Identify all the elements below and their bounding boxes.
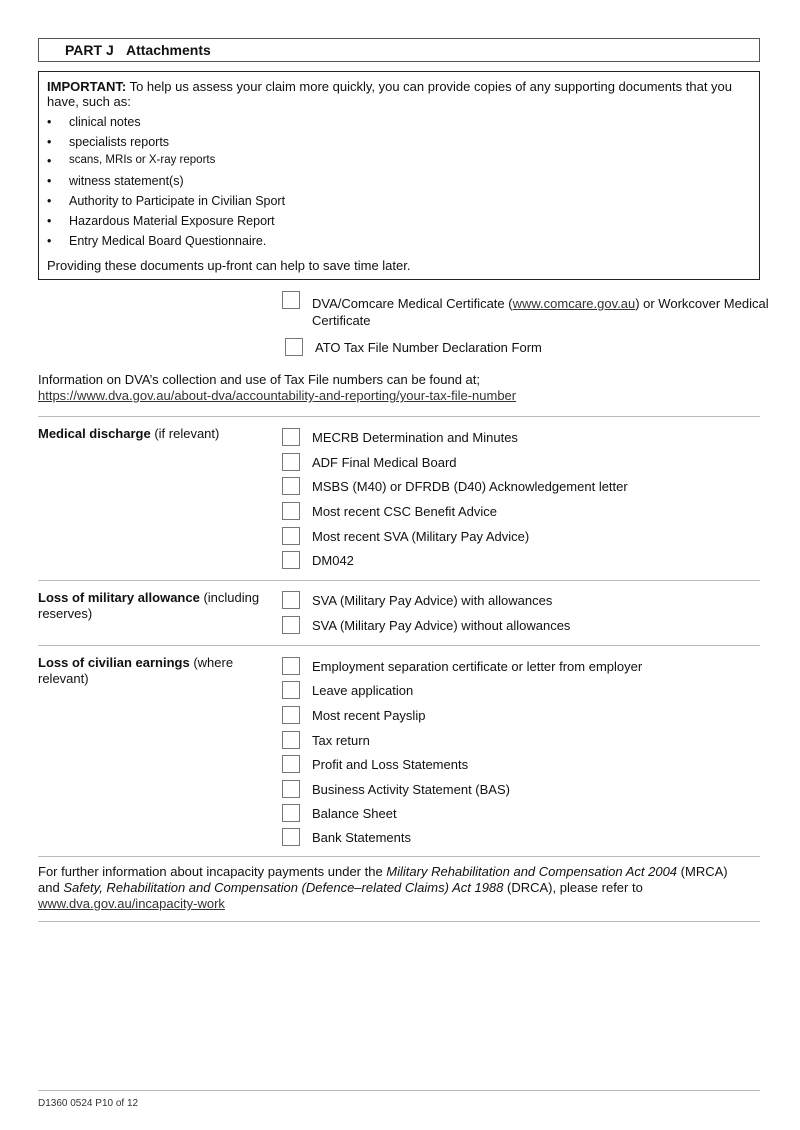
checkbox-label: Bank Statements xyxy=(312,830,411,845)
checkbox-label: ADF Final Medical Board xyxy=(312,455,457,470)
ato-tfn-label: ATO Tax File Number Declaration Form xyxy=(315,340,542,355)
dva-comcare-certificate-checkbox[interactable] xyxy=(282,291,300,309)
profit-loss-checkbox[interactable] xyxy=(282,755,300,773)
checkbox-label: Leave application xyxy=(312,683,414,698)
bank-statements-checkbox[interactable] xyxy=(282,828,300,846)
part-number: PART J xyxy=(65,42,114,58)
important-intro xyxy=(47,79,747,109)
sva-with-allowances-checkbox[interactable] xyxy=(282,591,300,609)
payslip-checkbox[interactable] xyxy=(282,706,300,724)
tfn-info-link[interactable]: https://www.dva.gov.au/about-dva/accountability-and-reporting/your-tax-file-number xyxy=(38,388,517,403)
msbs-dfrdb-checkbox[interactable] xyxy=(282,477,300,495)
bullet-icon: • xyxy=(47,234,52,248)
checkbox-label: SVA (Military Pay Advice) with allowances xyxy=(312,593,553,608)
balance-sheet-checkbox[interactable] xyxy=(282,804,300,822)
tax-return-checkbox[interactable] xyxy=(282,731,300,749)
civilian-earnings-title: Loss of civilian earnings (where relevant) xyxy=(38,655,234,686)
checkbox-label: DM042 xyxy=(312,553,354,568)
ato-tfn-checkbox[interactable] xyxy=(285,338,303,356)
bullet-icon: • xyxy=(47,174,52,188)
mecrb-checkbox[interactable] xyxy=(282,428,300,446)
part-header xyxy=(38,38,760,62)
part-title: Attachments xyxy=(126,42,211,58)
tfn-info-text: Information on DVA’s collection and use of Tax File numbers can be found at; xyxy=(38,372,481,387)
page-footer: D1360 0524 P10 of 12 xyxy=(38,1098,139,1109)
checkbox-label: Profit and Loss Statements xyxy=(312,757,469,772)
checkbox-label: SVA (Military Pay Advice) without allowances xyxy=(312,618,571,633)
divider xyxy=(38,921,760,922)
medical-discharge-title: Medical discharge (if relevant) xyxy=(38,426,220,441)
bullet-icon: • xyxy=(47,154,52,168)
divider xyxy=(38,645,760,646)
csc-benefit-advice-checkbox[interactable] xyxy=(282,502,300,520)
checkbox-label: Business Activity Statement (BAS) xyxy=(312,782,510,797)
important-footer: Providing these documents up-front can help to save time later. xyxy=(47,258,411,273)
tfn-info xyxy=(38,372,516,404)
bas-checkbox[interactable] xyxy=(282,780,300,798)
footer-divider xyxy=(38,1090,760,1091)
mrca-act-title: Military Rehabilitation and Compensation Act 2004 xyxy=(386,864,678,879)
checkbox-label: Most recent CSC Benefit Advice xyxy=(312,504,497,519)
important-intro-text: To help us assess your claim more quickly, you can provide copies of any supporting documents that you have, such as: xyxy=(47,79,732,109)
checkbox-label: MECRB Determination and Minutes xyxy=(312,430,518,445)
military-allowance-title: Loss of military allowance (including reserves) xyxy=(38,590,260,621)
sva-without-allowances-checkbox[interactable] xyxy=(282,616,300,634)
important-box: IMPORTANT: To help us assess your claim more quickly, you can provide copies of any supporting documents that you have, such as: • clinical notes • specialists reports • scans, MRIs or X-ray reports • witness statement(s) • Authority to Participate in Civilian Sport • Hazardous Material Exposure Report • Entry Medical Board Questionnaire. Providing these documents up-front can help to save time later. xyxy=(38,71,760,280)
dva-comcare-certificate-label: DVA/Comcare Medical Certificate (www.comcare.gov.au) or Workcover Medical Certificate xyxy=(312,296,769,328)
leave-application-checkbox[interactable] xyxy=(282,681,300,699)
further-info: For further information about incapacity payments under the Military Rehabilitation and Compensation Act 2004 (MRCA) and Safety, Rehabilitation and Compensation (Defence–related Claims) Act 1988 (DRCA), please refer to www.dva.gov.au/incapacity-work xyxy=(38,864,728,911)
checkbox-label: Most recent SVA (Military Pay Advice) xyxy=(312,529,530,544)
bullet-icon: • xyxy=(47,135,52,149)
drca-act-title: Safety, Rehabilitation and Compensation (Defence–related Claims) Act 1988 xyxy=(63,880,504,895)
checkbox-label: MSBS (M40) or DFRDB (D40) Acknowledgement letter xyxy=(312,479,628,494)
bullet-icon: • xyxy=(47,115,52,129)
dm042-checkbox[interactable] xyxy=(282,551,300,569)
adf-final-medical-board-checkbox[interactable] xyxy=(282,453,300,471)
employment-separation-checkbox[interactable] xyxy=(282,657,300,675)
incapacity-work-link[interactable]: www.dva.gov.au/incapacity-work xyxy=(38,896,225,911)
checkbox-label: Balance Sheet xyxy=(312,806,397,821)
divider xyxy=(38,580,760,581)
checkbox-label: Tax return xyxy=(312,733,370,748)
divider xyxy=(38,856,760,857)
checkbox-label: Employment separation certificate or letter from employer xyxy=(312,659,643,674)
bullet-icon: • xyxy=(47,194,52,208)
divider xyxy=(38,416,760,417)
bullet-icon: • xyxy=(47,214,52,228)
sva-checkbox[interactable] xyxy=(282,527,300,545)
comcare-link[interactable]: www.comcare.gov.au xyxy=(512,296,636,311)
important-label: IMPORTANT: xyxy=(47,79,127,94)
checkbox-label: Most recent Payslip xyxy=(312,708,426,723)
